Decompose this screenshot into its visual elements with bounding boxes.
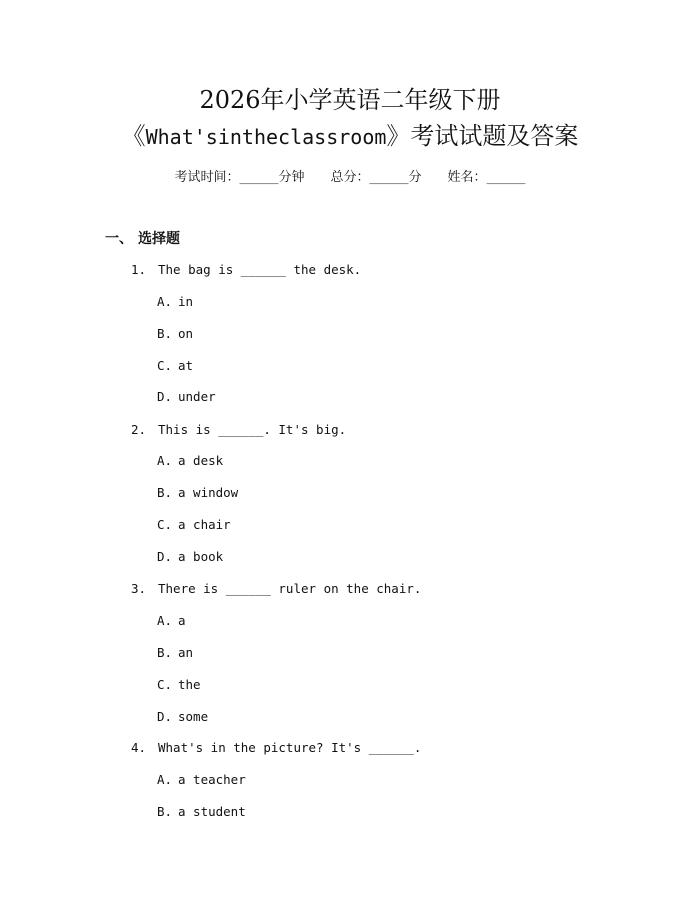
option-1c (157, 357, 193, 375)
option-letter: C. (157, 358, 173, 373)
option-text: under (178, 389, 216, 404)
exam-name: 姓名：______ (447, 170, 526, 185)
question-text: What's in the picture? It's ______. (158, 740, 422, 755)
title-open-bracket: 《 (121, 122, 146, 150)
section-heading (105, 230, 180, 248)
exam-time: 考试时间：______分钟 (174, 170, 305, 185)
option-text: an (178, 645, 194, 660)
question-4 (131, 739, 421, 757)
question-text: The bag is ______ the desk. (158, 262, 362, 277)
option-letter: A. (157, 294, 173, 309)
section-number: 一、 (105, 231, 133, 247)
option-2b (157, 484, 238, 502)
option-letter: C. (157, 517, 173, 532)
option-text: a teacher (178, 772, 246, 787)
title-english: What'sintheclassroom (145, 125, 387, 149)
option-letter: C. (157, 677, 173, 692)
option-text: a chair (178, 517, 231, 532)
option-letter: A. (157, 613, 173, 628)
option-text: a desk (178, 453, 224, 468)
option-1a (157, 293, 193, 311)
option-text: a student (178, 804, 246, 819)
option-letter: B. (157, 645, 173, 660)
option-text: in (178, 294, 194, 309)
option-2a (157, 452, 223, 470)
question-1 (131, 261, 361, 279)
option-4b (157, 803, 246, 821)
title-close-text: 》考试试题及答案 (386, 122, 579, 150)
option-2c (157, 516, 231, 534)
page-title-line-1: 2026年小学英语二年级下册 (199, 86, 501, 114)
option-letter: D. (157, 709, 173, 724)
question-number: 3. (131, 581, 147, 596)
option-letter: D. (157, 549, 173, 564)
option-text: a (178, 613, 186, 628)
option-3d (157, 708, 208, 726)
exam-info (0, 169, 700, 187)
option-1b (157, 325, 193, 343)
option-letter: B. (157, 804, 173, 819)
question-3 (131, 580, 421, 598)
question-number: 4. (131, 740, 147, 755)
option-2d (157, 548, 223, 566)
question-number: 2. (131, 422, 147, 437)
option-text: at (178, 358, 194, 373)
section-title: 选择题 (138, 231, 180, 247)
option-3b (157, 644, 193, 662)
option-letter: A. (157, 772, 173, 787)
option-letter: A. (157, 453, 173, 468)
option-text: the (178, 677, 201, 692)
option-3c (157, 676, 201, 694)
option-4a (157, 771, 246, 789)
question-text: There is ______ ruler on the chair. (158, 581, 422, 596)
option-text: a book (178, 549, 224, 564)
option-3a (157, 612, 186, 630)
option-letter: D. (157, 389, 173, 404)
page-title-line-2 (0, 120, 700, 153)
option-1d (157, 388, 216, 406)
exam-score: 总分：______分 (330, 170, 422, 185)
question-2 (131, 421, 346, 439)
question-number: 1. (131, 262, 147, 277)
option-letter: B. (157, 485, 173, 500)
option-text: on (178, 326, 194, 341)
option-letter: B. (157, 326, 173, 341)
option-text: a window (178, 485, 239, 500)
question-text: This is ______. It's big. (158, 422, 347, 437)
option-text: some (178, 709, 209, 724)
